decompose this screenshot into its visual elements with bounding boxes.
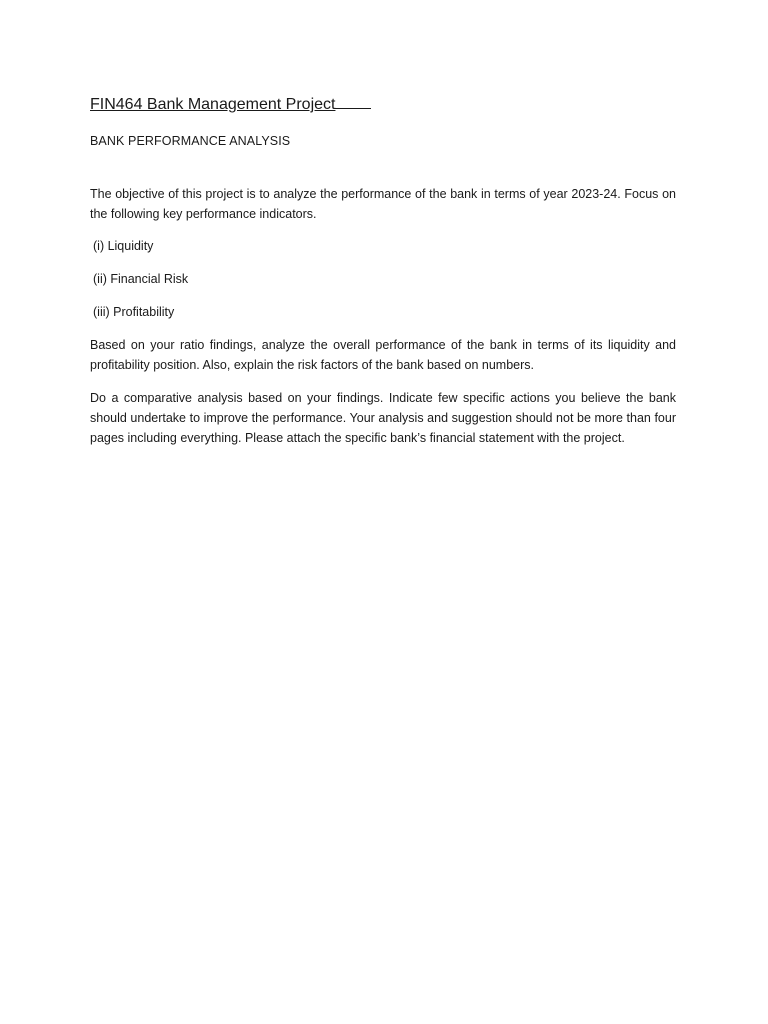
- title-underline-tail: [335, 94, 371, 109]
- document-title: [90, 94, 371, 115]
- indicator-liquidity: (i) Liquidity: [93, 239, 154, 253]
- intro-paragraph: The objective of this project is to analyze the performance of the bank in terms of year 2023-24. Focus on the following key performance indicators.: [90, 187, 676, 221]
- indicator-profitability: (iii) Profitability: [93, 305, 175, 319]
- document-subtitle: BANK PERFORMANCE ANALYSIS: [90, 134, 291, 148]
- analysis-paragraph: Based on your ratio findings, analyze the overall performance of the bank in terms of its liquidity and profitability position. Also, explain the risk factors of the bank based on numbers.: [90, 338, 676, 372]
- instructions-paragraph: Do a comparative analysis based on your findings. Indicate few specific actions you believe the bank should undertake to improve the performance. Your analysis and suggestion should not be more than four pages including everything. Please attach the specific bank’s financial statement with the project.: [90, 391, 676, 445]
- document-title-text: FIN464 Bank Management Project: [90, 96, 336, 113]
- indicator-financial-risk: (ii) Financial Risk: [93, 272, 189, 286]
